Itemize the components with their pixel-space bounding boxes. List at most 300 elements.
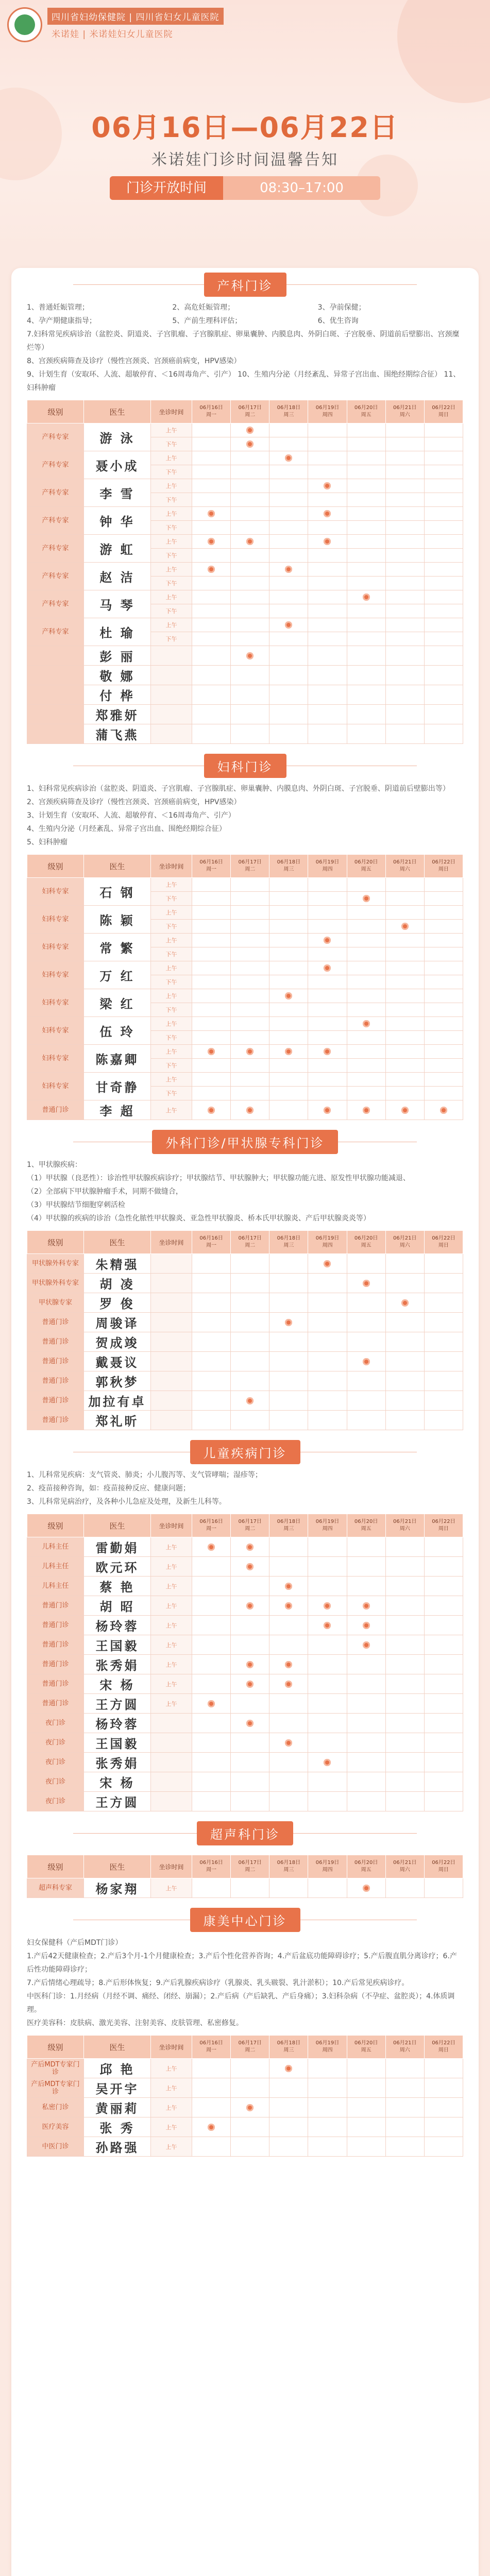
schedule-cell <box>192 724 231 744</box>
schedule-cell <box>231 577 269 590</box>
schedule-cell <box>269 1557 308 1577</box>
schedule-cell <box>308 493 347 507</box>
row-dept: 妇科专家 <box>27 961 84 989</box>
on-duty-dot-icon <box>363 1358 370 1365</box>
schedule-cell <box>231 2059 269 2078</box>
row-slot: 上午 <box>151 1616 192 1635</box>
on-duty-dot-icon <box>208 510 215 517</box>
column-header-day: 06月21日 周六 <box>385 855 424 878</box>
schedule-cell <box>269 1371 308 1391</box>
row-doctor: 游 虹 <box>84 535 151 563</box>
schedule-cell <box>424 1059 463 1073</box>
on-duty-dot-icon <box>208 1544 215 1551</box>
opening-hours <box>110 176 380 200</box>
logo-line-2: 米诺娃 | 米诺娃妇女儿童医院 <box>52 29 173 40</box>
column-header-doctor: 医生 <box>84 400 151 423</box>
row-dept <box>27 685 84 705</box>
on-duty-dot-icon <box>246 1048 254 1055</box>
schedule-cell <box>347 465 385 479</box>
schedule-cell <box>308 1616 347 1635</box>
schedule-cell <box>231 1003 269 1017</box>
schedule-cell <box>347 507 385 521</box>
on-duty-dot-icon <box>208 1700 215 1707</box>
schedule-cell <box>269 2059 308 2078</box>
row-doctor: 赵 洁 <box>84 563 151 590</box>
section-title-ultrasound: 超声科门诊 <box>11 1817 479 1850</box>
schedule-cell <box>385 724 424 744</box>
row-doctor: 吴开宇 <box>84 2078 151 2098</box>
row-slot <box>151 685 192 705</box>
schedule-cell <box>424 920 463 934</box>
table-row <box>27 685 463 705</box>
column-header-day: 06月18日 周三 <box>269 1855 308 1878</box>
row-slot <box>151 1352 192 1371</box>
schedule-cell <box>231 989 269 1003</box>
schedule-cell <box>231 1878 269 1898</box>
schedule-cell <box>231 1616 269 1635</box>
schedule-cell <box>192 666 231 685</box>
row-slot: 上午 <box>151 423 192 437</box>
table-row <box>27 535 463 549</box>
row-dept: 妇科专家 <box>27 878 84 906</box>
row-dept: 儿科主任 <box>27 1577 84 1596</box>
rehab-notes: 妇女保健科（产后MDT门诊） 1.产后42天健康检查；2.产后3个月-1个月健康检查；3.产后个性化营养咨询；4.产后盆底功能障碍诊疗；5.产后腹直肌分离诊疗；6.产后性功能障碍诊疗； 7.产后情绪心理疏导；8.产后形体恢复；9.产后乳腺疾病诊疗（乳腺炎、乳头皲裂、乳汁淤积）；10.产后常见疾病诊疗。 中医科门诊：1.月经病（月经不调、痛经、闭经、崩漏）；2.产后病（产后缺乳、产后身痛）；3.妇科杂病（不孕症、盆腔炎）；4.体质调理。 医疗美容科：皮肤病、激光美容、注射美容、皮肤管理、私密修复。 <box>27 1939 457 2027</box>
row-slot: 上午 <box>151 934 192 947</box>
schedule-cell <box>231 2098 269 2117</box>
row-doctor: 周骏译 <box>84 1313 151 1332</box>
schedule-cell <box>347 423 385 437</box>
row-dept: 产后MDT专家门诊 <box>27 2078 84 2098</box>
row-slot <box>151 666 192 685</box>
schedule-cell <box>347 1017 385 1031</box>
schedule-cell <box>192 1332 231 1352</box>
schedule-cell <box>308 1254 347 1274</box>
schedule-cell <box>192 1772 231 1792</box>
schedule-cell <box>192 1557 231 1577</box>
schedule-cell <box>231 1557 269 1577</box>
page-subtitle: 米诺娃门诊时间温馨告知 <box>151 151 339 169</box>
schedule-cell <box>347 1087 385 1100</box>
schedule-cell <box>385 1045 424 1059</box>
schedule-cell <box>347 437 385 451</box>
schedule-cell <box>192 1674 231 1694</box>
schedule-cell <box>269 1293 308 1313</box>
schedule-cell <box>192 920 231 934</box>
row-dept: 普通门诊 <box>27 1694 84 1714</box>
column-header-dept: 级别 <box>27 400 84 423</box>
row-slot: 下午 <box>151 920 192 934</box>
schedule-cell <box>308 1087 347 1100</box>
row-slot: 上午 <box>151 906 192 920</box>
schedule-cell <box>385 1003 424 1017</box>
table-row <box>27 479 463 493</box>
schedule-cell <box>269 479 308 493</box>
on-duty-dot-icon <box>246 1602 254 1609</box>
row-slot: 上午 <box>151 1674 192 1694</box>
schedule-cell <box>231 1073 269 1087</box>
schedule-cell <box>385 493 424 507</box>
schedule-cell <box>308 563 347 577</box>
column-header-day: 06月19日 周四 <box>308 1514 347 1537</box>
schedule-cell <box>385 1537 424 1557</box>
row-slot: 下午 <box>151 521 192 535</box>
column-header-doctor: 医生 <box>84 2036 151 2059</box>
schedule-cell <box>231 934 269 947</box>
row-dept: 中医门诊 <box>27 2137 84 2157</box>
schedule-cell <box>385 1733 424 1753</box>
schedule-cell <box>308 1714 347 1733</box>
schedule-cell <box>347 724 385 744</box>
schedule-cell <box>385 479 424 493</box>
schedule-cell <box>424 1087 463 1100</box>
schedule-cell <box>424 1073 463 1087</box>
schedule-cell <box>231 646 269 666</box>
row-slot: 上午 <box>151 507 192 521</box>
schedule-cell <box>308 1045 347 1059</box>
schedule-cell <box>192 1254 231 1274</box>
schedule-cell <box>231 724 269 744</box>
table-row <box>27 1635 463 1655</box>
column-header-dept: 级别 <box>27 1855 84 1878</box>
schedule-cell <box>269 1577 308 1596</box>
schedule-cell <box>192 989 231 1003</box>
schedule-cell <box>347 1274 385 1293</box>
schedule-cell <box>231 1391 269 1411</box>
schedule-cell <box>347 685 385 705</box>
schedule-cell <box>269 507 308 521</box>
schedule-cell <box>231 1100 269 1120</box>
schedule-cell <box>347 1254 385 1274</box>
row-dept: 超声科专家 <box>27 1878 84 1898</box>
column-header-day: 06月20日 周五 <box>347 2036 385 2059</box>
on-duty-dot-icon <box>363 594 370 601</box>
table-header-row <box>27 2036 463 2059</box>
schedule-cell <box>347 1537 385 1557</box>
schedule-cell <box>424 666 463 685</box>
schedule-cell <box>192 705 231 724</box>
row-dept: 产科专家 <box>27 507 84 535</box>
on-duty-dot-icon <box>401 1107 409 1114</box>
schedule-cell <box>192 1792 231 1811</box>
schedule-cell <box>231 947 269 961</box>
schedule-cell <box>269 493 308 507</box>
schedule-cell <box>385 1391 424 1411</box>
column-header-dept: 级别 <box>27 855 84 878</box>
schedule-cell <box>192 1733 231 1753</box>
on-duty-dot-icon <box>324 1759 331 1766</box>
on-duty-dot-icon <box>401 923 409 930</box>
row-dept: 妇科专家 <box>27 934 84 961</box>
schedule-cell <box>192 507 231 521</box>
schedule-cell <box>424 2078 463 2098</box>
schedule-cell <box>385 521 424 535</box>
schedule-cell <box>269 1313 308 1332</box>
schedule-cell <box>269 437 308 451</box>
row-doctor: 甘奇静 <box>84 1073 151 1100</box>
schedule-cell <box>347 563 385 577</box>
rehab-schedule-table <box>27 2035 463 2157</box>
schedule-cell <box>347 906 385 920</box>
schedule-cell <box>269 705 308 724</box>
table-header-row <box>27 400 463 423</box>
schedule-cell <box>269 521 308 535</box>
schedule-cell <box>385 1087 424 1100</box>
schedule-cell <box>308 989 347 1003</box>
schedule-cell <box>192 1045 231 1059</box>
schedule-cell <box>308 1332 347 1352</box>
column-header-day: 06月16日 周一 <box>192 1231 231 1254</box>
schedule-cell <box>192 878 231 892</box>
schedule-cell <box>269 1017 308 1031</box>
schedule-cell <box>231 451 269 465</box>
row-slot: 下午 <box>151 465 192 479</box>
row-dept: 夜门诊 <box>27 1714 84 1733</box>
schedule-cell <box>385 1878 424 1898</box>
schedule-cell <box>308 685 347 705</box>
schedule-cell <box>269 1332 308 1352</box>
row-dept: 普通门诊 <box>27 1313 84 1332</box>
table-header-row <box>27 1231 463 1254</box>
schedule-cell <box>424 1694 463 1714</box>
schedule-cell <box>231 1596 269 1616</box>
schedule-cell <box>424 1254 463 1274</box>
column-header-day: 06月18日 周三 <box>269 1231 308 1254</box>
row-dept: 普通门诊 <box>27 1616 84 1635</box>
row-dept <box>27 705 84 724</box>
schedule-cell <box>269 2137 308 2157</box>
row-doctor: 王方圆 <box>84 1694 151 1714</box>
ultrasound-schedule-table <box>27 1855 463 1898</box>
schedule-cell <box>385 1772 424 1792</box>
on-duty-dot-icon <box>285 1739 292 1747</box>
row-dept: 医疗美容 <box>27 2117 84 2137</box>
row-doctor: 王国毅 <box>84 1733 151 1753</box>
table-row <box>27 878 463 892</box>
schedule-cell <box>192 1577 231 1596</box>
row-slot: 下午 <box>151 947 192 961</box>
row-doctor: 蒲飞燕 <box>84 724 151 744</box>
logo-line-1: 四川省妇幼保健院 | 四川省妇女儿童医院 <box>47 8 224 25</box>
on-duty-dot-icon <box>401 1299 409 1307</box>
schedule-cell <box>192 1655 231 1674</box>
schedule-cell <box>424 437 463 451</box>
on-duty-dot-icon <box>285 621 292 629</box>
schedule-cell <box>192 423 231 437</box>
row-dept <box>27 666 84 685</box>
schedule-cell <box>192 934 231 947</box>
schedule-cell <box>308 1674 347 1694</box>
schedule-cell <box>424 423 463 437</box>
row-doctor: 张秀娟 <box>84 1753 151 1772</box>
header <box>0 0 490 247</box>
schedule-cell <box>424 493 463 507</box>
schedule-cell <box>308 1100 347 1120</box>
on-duty-dot-icon <box>363 1602 370 1609</box>
schedule-cell <box>231 1714 269 1733</box>
schedule-cell <box>269 1254 308 1274</box>
row-slot: 上午 <box>151 1557 192 1577</box>
row-doctor: 杨玲蓉 <box>84 1714 151 1733</box>
schedule-cell <box>308 465 347 479</box>
schedule-cell <box>231 685 269 705</box>
schedule-cell <box>347 1557 385 1577</box>
schedule-cell <box>192 1391 231 1411</box>
table-row <box>27 724 463 744</box>
schedule-cell <box>192 1714 231 1733</box>
schedule-cell <box>231 2078 269 2098</box>
schedule-cell <box>308 1073 347 1087</box>
schedule-cell <box>269 1635 308 1655</box>
on-duty-dot-icon <box>285 1681 292 1688</box>
row-doctor: 李 超 <box>84 1100 151 1120</box>
row-doctor: 黄丽莉 <box>84 2098 151 2117</box>
schedule-cell <box>308 1792 347 1811</box>
row-doctor: 石 钢 <box>84 878 151 906</box>
schedule-cell <box>347 1753 385 1772</box>
schedule-cell <box>192 2078 231 2098</box>
schedule-cell <box>424 1557 463 1577</box>
row-doctor: 杨玲蓉 <box>84 1616 151 1635</box>
table-row <box>27 1596 463 1616</box>
row-doctor: 加拉有卓 <box>84 1391 151 1411</box>
page-title: 06月16日—06月22日 <box>91 111 399 144</box>
on-duty-dot-icon <box>285 1319 292 1326</box>
schedule-cell <box>347 1596 385 1616</box>
row-dept: 夜门诊 <box>27 1733 84 1753</box>
row-slot <box>151 1714 192 1733</box>
row-dept: 普通门诊 <box>27 1655 84 1674</box>
schedule-cell <box>347 920 385 934</box>
schedule-cell <box>192 961 231 975</box>
schedule-cell <box>424 1332 463 1352</box>
row-doctor: 罗 俊 <box>84 1293 151 1313</box>
schedule-cell <box>424 1878 463 1898</box>
row-doctor: 梁 红 <box>84 989 151 1017</box>
row-dept: 普通门诊 <box>27 1352 84 1371</box>
schedule-cell <box>269 1087 308 1100</box>
row-doctor: 马 琴 <box>84 590 151 618</box>
row-doctor: 彭 丽 <box>84 646 151 666</box>
schedule-cell <box>347 1792 385 1811</box>
row-doctor: 张 秀 <box>84 2117 151 2137</box>
schedule-cell <box>424 1031 463 1045</box>
schedule-cell <box>308 479 347 493</box>
schedule-cell <box>347 1655 385 1674</box>
table-row <box>27 1045 463 1059</box>
schedule-cell <box>269 724 308 744</box>
schedule-cell <box>347 1674 385 1694</box>
schedule-card <box>11 268 479 2576</box>
schedule-cell <box>269 1753 308 1772</box>
hospital-logo-icon <box>7 7 42 42</box>
row-dept: 普通门诊 <box>27 1411 84 1430</box>
table-row <box>27 618 463 632</box>
column-header-day: 06月16日 周一 <box>192 855 231 878</box>
schedule-cell <box>231 1577 269 1596</box>
on-duty-dot-icon <box>285 1048 292 1055</box>
schedule-cell <box>192 1371 231 1391</box>
column-header-doctor: 医生 <box>84 1514 151 1537</box>
schedule-cell <box>269 1352 308 1371</box>
on-duty-dot-icon <box>324 1260 331 1267</box>
schedule-cell <box>192 2117 231 2137</box>
schedule-cell <box>269 1537 308 1557</box>
schedule-cell <box>308 1635 347 1655</box>
schedule-cell <box>308 724 347 744</box>
obstetrics-notes: 1、普通妊娠管理； 2、高危妊娠管理； 3、孕前保健； 4、孕产期健康指导； 5、产前生理科评估； 6、优生咨询 7.妇科常见疾病诊治（盆腔炎、阴道炎、子宫肌瘤、子宫腺肌症、卵巢囊肿、内膜息肉、外阴白斑、子宫脱垂、阴道前后壁膨出、宫颈糜烂等） 8、宫颈疾病筛查及诊疗（慢性宫颈炎、宫颈癌前病变，HPV感染） 9、计划生育（安取环、人流、超敏停育、＜16周毒角产、引产） 10、生殖内分泌（月经紊乱、异常子宫出血、围绝经期综合征） 11、妇科肿瘤 <box>27 303 461 392</box>
on-duty-dot-icon <box>246 1720 254 1727</box>
schedule-cell <box>308 947 347 961</box>
schedule-cell <box>231 2137 269 2157</box>
row-dept: 妇科专家 <box>27 1045 84 1073</box>
schedule-cell <box>347 705 385 724</box>
on-duty-dot-icon <box>285 1602 292 1609</box>
schedule-cell <box>231 1753 269 1772</box>
schedule-cell <box>347 521 385 535</box>
row-dept: 普通门诊 <box>27 1674 84 1694</box>
row-slot <box>151 1411 192 1430</box>
schedule-cell <box>424 604 463 618</box>
row-dept: 普通门诊 <box>27 1596 84 1616</box>
schedule-cell <box>231 1772 269 1792</box>
row-slot: 下午 <box>151 549 192 563</box>
row-dept: 妇科专家 <box>27 989 84 1017</box>
schedule-cell <box>269 1772 308 1792</box>
schedule-cell <box>385 423 424 437</box>
schedule-cell <box>308 1655 347 1674</box>
column-header-day: 06月21日 周六 <box>385 1514 424 1537</box>
schedule-cell <box>385 1031 424 1045</box>
schedule-cell <box>231 479 269 493</box>
schedule-cell <box>424 1537 463 1557</box>
on-duty-dot-icon <box>440 1107 447 1114</box>
schedule-cell <box>231 1293 269 1313</box>
column-header-day: 06月17日 周二 <box>231 855 269 878</box>
schedule-cell <box>385 590 424 604</box>
schedule-cell <box>269 618 308 632</box>
schedule-cell <box>385 465 424 479</box>
on-duty-dot-icon <box>246 1397 254 1404</box>
column-header-day: 06月22日 周日 <box>424 1855 463 1878</box>
schedule-cell <box>231 2117 269 2137</box>
row-slot: 上午 <box>151 2137 192 2157</box>
schedule-cell <box>347 1045 385 1059</box>
schedule-cell <box>192 906 231 920</box>
schedule-cell <box>192 1100 231 1120</box>
section-title-rehab: 康美中心门诊 <box>11 1903 479 1936</box>
schedule-cell <box>231 1017 269 1031</box>
schedule-cell <box>385 1274 424 1293</box>
row-dept: 妇科专家 <box>27 1017 84 1045</box>
table-row <box>27 1332 463 1352</box>
table-row <box>27 1557 463 1577</box>
schedule-cell <box>308 521 347 535</box>
schedule-cell <box>231 878 269 892</box>
section-title-thyroid: 外科门诊/甲状腺专科门诊 <box>11 1125 479 1158</box>
column-header-day: 06月22日 周日 <box>424 2036 463 2059</box>
on-duty-dot-icon <box>363 1622 370 1629</box>
schedule-cell <box>424 632 463 646</box>
row-doctor: 敬 娜 <box>84 666 151 685</box>
schedule-cell <box>424 989 463 1003</box>
on-duty-dot-icon <box>208 1048 215 1055</box>
schedule-cell <box>385 1596 424 1616</box>
column-header-dept: 级别 <box>27 2036 84 2059</box>
schedule-cell <box>385 1059 424 1073</box>
schedule-cell <box>385 604 424 618</box>
row-slot <box>151 1293 192 1313</box>
on-duty-dot-icon <box>246 1544 254 1551</box>
